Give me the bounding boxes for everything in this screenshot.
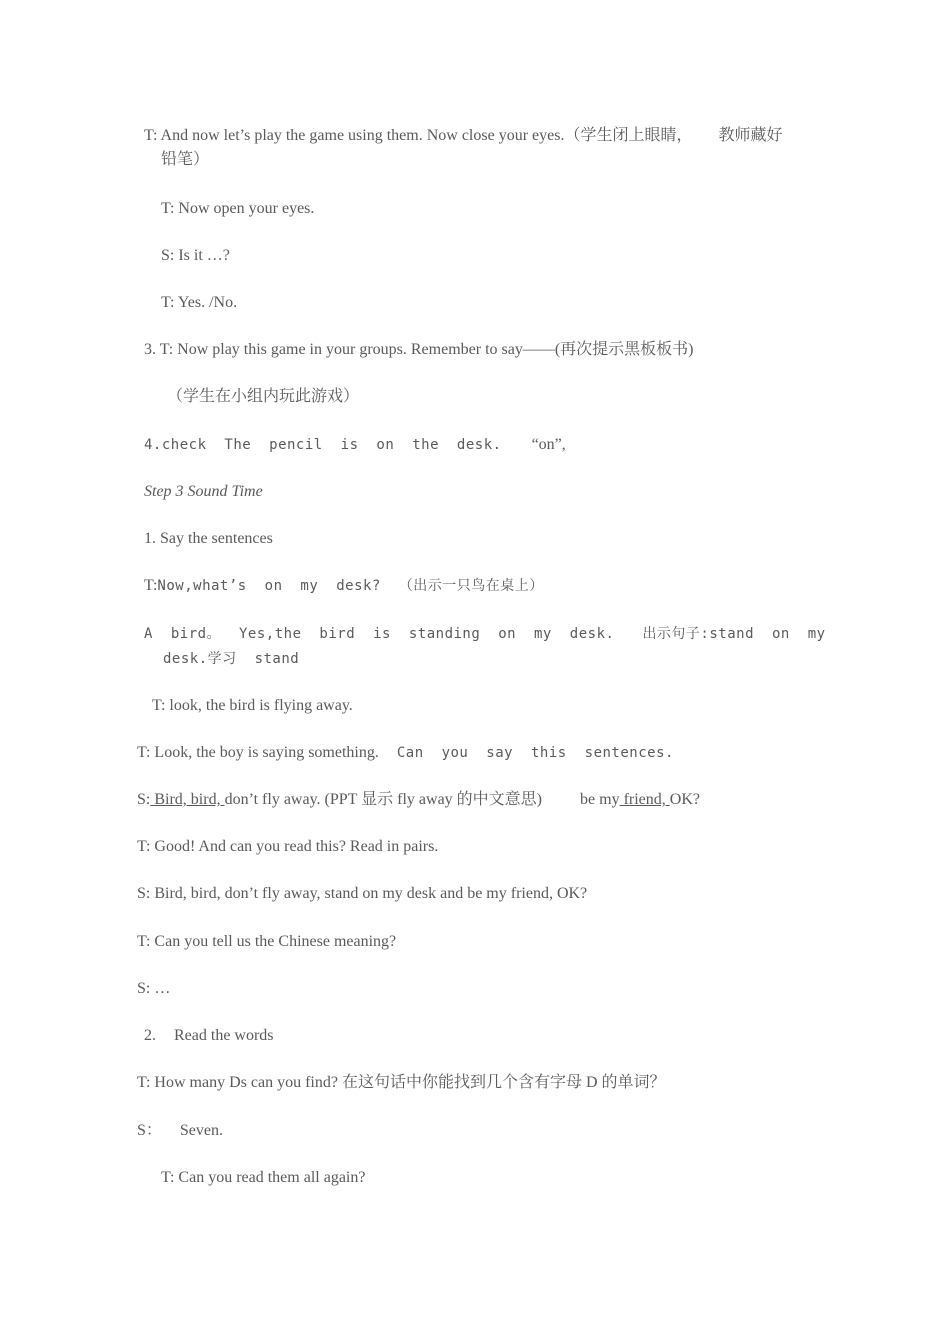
text: Seven. xyxy=(179,1122,224,1139)
line-full-rhyme: S: Bird, bird, don’t fly away, stand on my desk and be my friend, OK? xyxy=(137,885,588,902)
line-whats-on-desk xyxy=(144,574,544,598)
text: A bird。 Yes,the bird is standing on my desk. xyxy=(144,626,615,642)
text: T: Look, the boy is saying something. xyxy=(137,744,379,761)
line-read-words xyxy=(144,1024,274,1048)
text: 4.check The pencil is on the desk. xyxy=(144,437,502,453)
line-group-game: 3. T: Now play this game in your groups. Remember to say——(再次提示黑板板书) xyxy=(144,341,694,358)
line-yes-no: T: Yes. /No. xyxy=(161,294,238,311)
line-how-many-ds: T: How many Ds can you find? 在这句话中你能找到几个含有字母 D 的单词？ xyxy=(137,1074,666,1091)
text: “on”, xyxy=(531,436,566,453)
paragraph-close-eyes xyxy=(144,124,782,148)
text: Can you say this sentences. xyxy=(396,745,674,761)
text: friend, xyxy=(619,791,670,808)
line-read-pairs: T: Good! And can you read this? Read in pairs. xyxy=(137,838,439,855)
text: Now,what’s on my desk? （出示一只鸟在桌上） xyxy=(157,578,544,594)
text: 教师藏好 xyxy=(718,127,783,144)
line-student-answer: S: … xyxy=(137,980,171,997)
text: OK? xyxy=(669,791,700,808)
line-bird-dont-fly xyxy=(137,788,700,812)
line-is-it: S: Is it …? xyxy=(161,247,230,264)
text: Bird, bird, xyxy=(150,791,225,808)
step-heading: Step 3 Sound Time xyxy=(144,483,263,500)
paragraph-close-eyes-continued: 铅笔） xyxy=(161,151,210,168)
text: S： xyxy=(137,1122,162,1139)
text: 2. xyxy=(144,1027,156,1044)
line-bird-standing-continued xyxy=(163,647,299,671)
line-bird-standing xyxy=(144,622,826,646)
text: Read the words xyxy=(174,1027,274,1044)
text: T: And now let’s play the game using them. Now close your eyes.（学生闭上眼睛， xyxy=(144,127,693,144)
line-seven xyxy=(137,1119,223,1143)
text: desk.学习 stand xyxy=(163,651,300,667)
line-check-pencil xyxy=(144,433,566,457)
line-students-play: （学生在小组内玩此游戏） xyxy=(167,388,360,405)
text: don’t fly away. (PPT 显示 fly away 的中文意思) xyxy=(224,791,543,808)
text: be my xyxy=(580,791,620,808)
text: T: xyxy=(144,577,158,594)
line-chinese-meaning: T: Can you tell us the Chinese meaning? xyxy=(137,933,397,950)
line-say-sentences: 1. Say the sentences xyxy=(144,530,273,547)
text: S: xyxy=(137,791,151,808)
line-open-eyes: T: Now open your eyes. xyxy=(161,200,315,217)
line-read-again: T: Can you read them all again? xyxy=(161,1169,366,1186)
line-flying-away: T: look, the bird is flying away. xyxy=(152,697,353,714)
line-boy-saying xyxy=(137,741,674,765)
text: 出示句子:stand on my xyxy=(642,626,826,642)
